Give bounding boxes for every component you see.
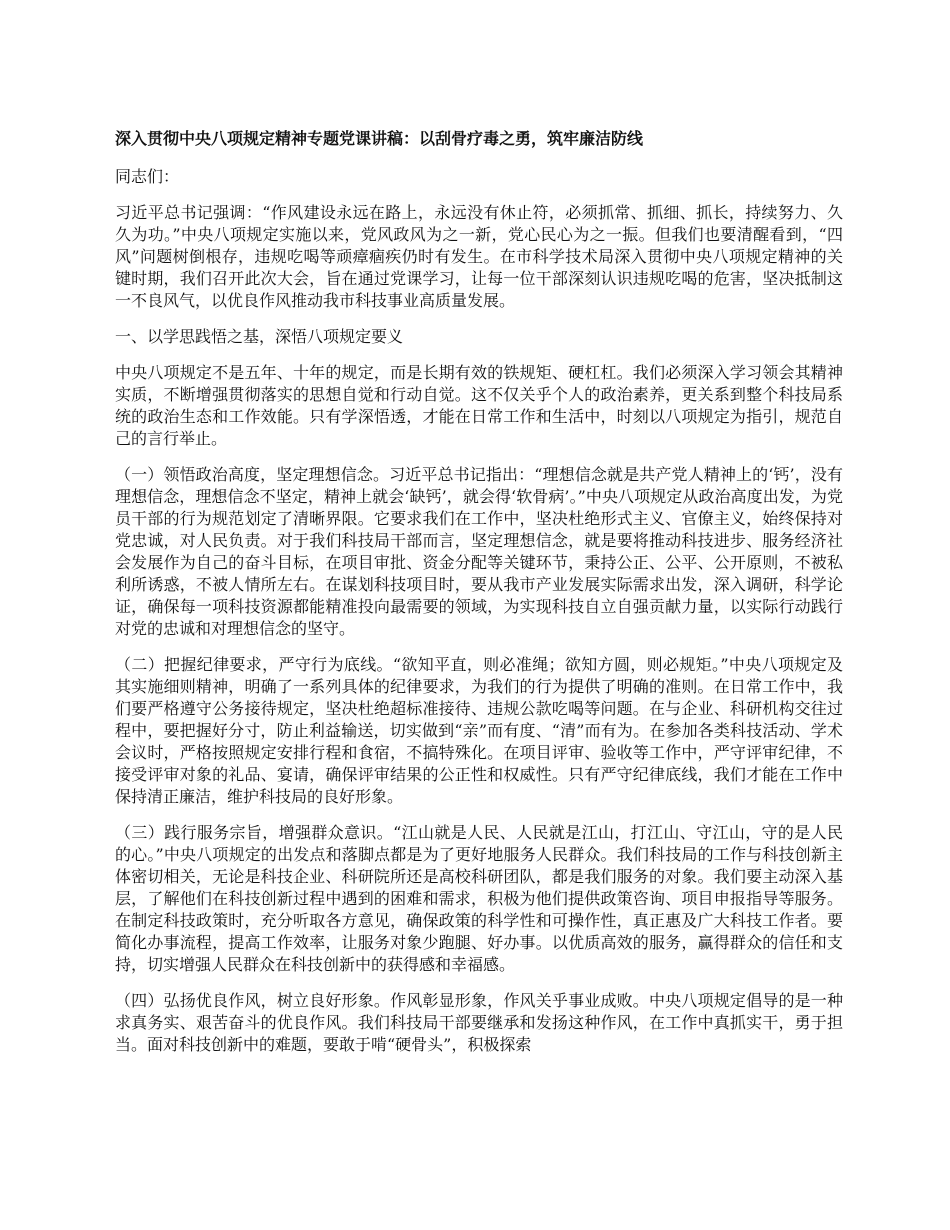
point-2-paragraph: （二）把握纪律要求，严守行为底线。“欲知平直，则必准绳；欲知方圆，则必规矩。”中央八项规定及其实施细则精神，明确了一系列具体的纪律要求，为我们的行为提供了明确的准则。在日常工作中，我们要严格遵守公务接待规定，坚决杜绝超标准接待、违规公款吃喝等问题。在与企业、科研机构交往过程中，要把握好分寸，防止利益输送，切实做到“亲”而有度、“清”而有为。在参加各类科技活动、学术会议时，严格按照规定安排行程和食宿，不搞特殊化。在项目评审、验收等工作中，严守评审纪律，不接受评审对象的礼品、宴请，确保评审结果的公正性和权威性。只有严守纪律底线，我们才能在工作中保持清正廉洁，维护科技局的良好形象。 xyxy=(115,655,843,806)
section-heading-1: 一、以学思践悟之基，深悟八项规定要义 xyxy=(115,327,404,346)
section-1-paragraph: 中央八项规定不是五年、十年的规定，而是长期有效的铁规矩、硬杠杠。我们必须深入学习领会其精神实质，不断增强贯彻落实的思想自觉和行动自觉。这不仅关乎个人的政治素养，更关系到整个科技局系统的政治生态和工作效能。只有学深悟透，才能在日常工作和生活中，时刻以八项规定为指引，规范自己的言行举止。 xyxy=(115,363,843,448)
greeting: 同志们： xyxy=(115,167,180,186)
point-1-paragraph: （一）领悟政治高度，坚定理想信念。习近平总书记指出：“理想信念就是共产党人精神上的‘钙’，没有理想信念，理想信念不坚定，精神上就会‘缺钙’，就会得‘软骨病’。”中央八项规定从政治高度出发，为党员干部的行为规范划定了清晰界限。它要求我们在工作中，坚决杜绝形式主义、官僚主义，始终保持对党忠诚，对人民负责。对于我们科技局干部而言，坚定理想信念，就是要将推动科技进步、服务经济社会发展作为自己的奋斗目标，在项目审批、资金分配等关键环节，秉持公正、公平、公开原则，不被私利所诱惑，不被人情所左右。在谋划科技项目时，要从我市产业发展实际需求出发，深入调研，科学论证，确保每一项科技资源都能精准投向最需要的领域，为实现科技自立自强贡献力量，以实际行动践行对党的忠诚和对理想信念的坚守。 xyxy=(115,465,843,638)
point-4-paragraph: （四）弘扬优良作风，树立良好形象。作风彰显形象，作风关乎事业成败。中央八项规定倡导的是一种求真务实、艰苦奋斗的优良作风。我们科技局干部要继承和发扬这种作风，在工作中真抓实干，勇于担当。面对科技创新中的难题，要敢于啃“硬骨头”，积极探索 xyxy=(115,991,843,1054)
document-title: 深入贯彻中央八项规定精神专题党课讲稿：以刮骨疗毒之勇，筑牢廉洁防线 xyxy=(115,129,644,148)
intro-paragraph: 习近平总书记强调：“作风建设永远在路上，永远没有休止符，必须抓常、抓细、抓长，持续努力、久久为功。”中央八项规定实施以来，党风政风为之一新，党心民心为之一振。但我们也要清醒看到，“四风”问题树倒根存，违规吃喝等顽瘴痼疾仍时有发生。在市科学技术局深入贯彻中央八项规定精神的关键时期，我们召开此次大会，旨在通过党课学习，让每一位干部深刻认识违规吃喝的危害，坚决抵制这一不良风气，以优良作风推动我市科技事业高质量发展。 xyxy=(115,203,843,310)
point-3-paragraph: （三）践行服务宗旨，增强群众意识。“江山就是人民、人民就是江山，打江山、守江山，守的是人民的心。”中央八项规定的出发点和落脚点都是为了更好地服务人民群众。我们科技局的工作与科技创新主体密切相关，无论是科技企业、科研院所还是高校科研团队，都是我们服务的对象。我们要主动深入基层，了解他们在科技创新过程中遇到的困难和需求，积极为他们提供政策咨询、项目申报指导等服务。在制定科技政策时，充分听取各方意见，确保政策的科学性和可操作性，真正惠及广大科技工作者。要简化办事流程，提高工作效率，让服务对象少跑腿、好办事。以优质高效的服务，赢得群众的信任和支持，切实增强人民群众在科技创新中的获得感和幸福感。 xyxy=(115,823,843,974)
document-page xyxy=(115,128,843,1070)
